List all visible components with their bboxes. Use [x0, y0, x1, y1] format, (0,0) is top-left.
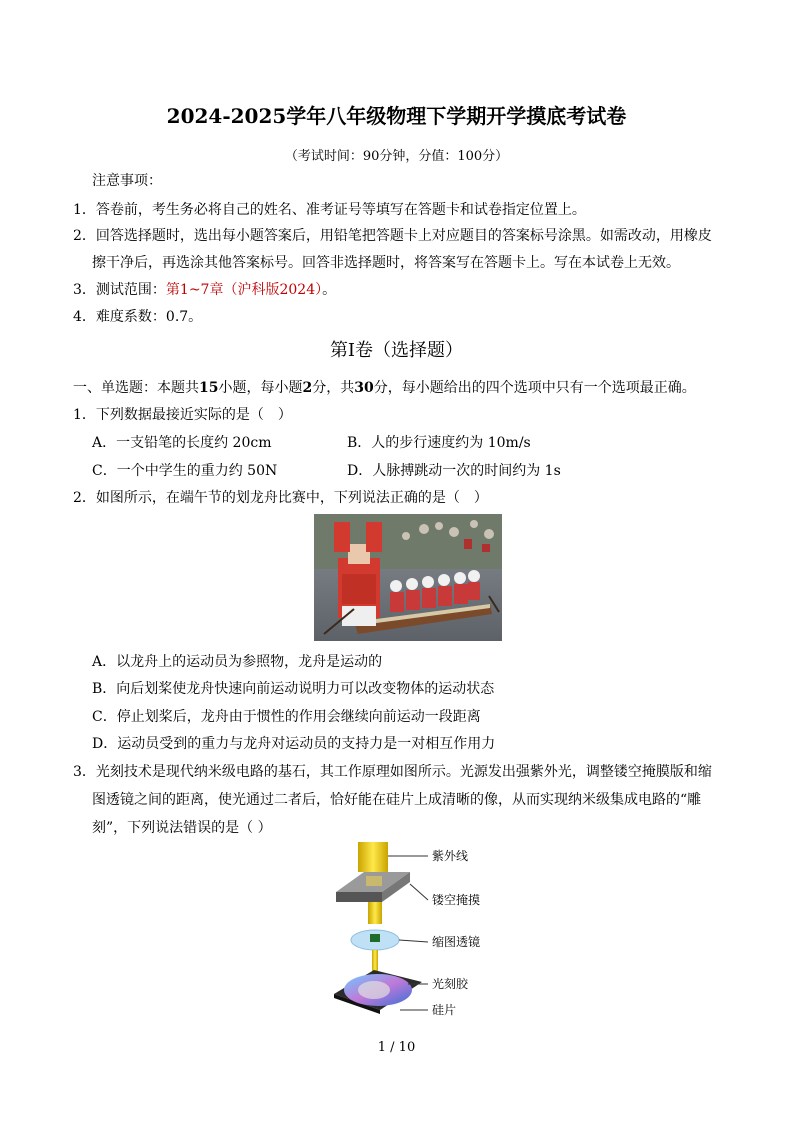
q1-option-b: B．人的步行速度约为 10m/s — [347, 435, 531, 451]
notes-heading: 注意事项： — [92, 173, 162, 189]
q2-option-d: D．运动员受到的重力与龙舟对运动员的支持力是一对相互作用力 — [92, 736, 496, 752]
label-wafer: 硅片 — [432, 1003, 457, 1017]
exam-title: 2024-2025学年八年级物理下学期开学摸底考试卷 — [166, 104, 627, 128]
label-mask: 镂空掩摸 — [432, 893, 481, 907]
part1-points: 2 — [302, 380, 313, 396]
q2-stem: 2．如图所示，在端午节的划龙舟比赛中，下列说法正确的是（ ） — [73, 490, 488, 506]
q3-line2: 图透镜之间的距离，使光通过二者后，恰好能在硅片上成清晰的像，从而实现纳米级集成电路的“雕 — [92, 792, 702, 808]
note-3-prefix: 3．测试范围： — [73, 282, 166, 298]
mask-pattern — [366, 876, 382, 886]
label-lens: 缩图透镜 — [432, 935, 481, 949]
section-title: 第Ⅰ卷（选择题） — [329, 340, 464, 361]
part1-a: 一、单选题：本题共 — [73, 380, 199, 396]
label-resist: 光刻胶 — [432, 977, 469, 991]
note-4: 4．难度系数：0.7。 — [73, 309, 203, 325]
q3-line1: 3．光刻技术是现代纳米级电路的基石，其工作原理如图所示。光源发出强紫外光，调整镂空掩膜版和缩 — [73, 764, 712, 780]
page-number: 1 / 10 — [377, 1040, 416, 1055]
note-1: 1．答卷前，考生务必将自己的姓名、准考证号等填写在答题卡和试卷指定位置上。 — [73, 202, 586, 218]
q3-line3: 刻”，下列说法错误的是（ ） — [92, 820, 272, 836]
q2-option-c: C．停止划桨后，龙舟由于惯性的作用会继续向前运动一段距离 — [92, 709, 481, 725]
label-uv: 紫外线 — [432, 849, 469, 863]
q1-option-d: D．人脉搏跳动一次的时间约为 1s — [347, 463, 561, 479]
part1-total: 30 — [354, 380, 374, 396]
note-2-line1: 2．回答选择题时，选出每小题答案后，用铅笔把答题卡上对应题目的答案标号涂黑。如需改动，用橡皮 — [73, 228, 712, 244]
dragon-boat-photo — [314, 514, 502, 641]
photolithography-diagram — [330, 842, 500, 1020]
part1-g: 分，每小题给出的四个选项中只有一个选项最正确。 — [373, 380, 696, 396]
exam-subtitle: （考试时间：90分钟，分值：100分） — [284, 149, 509, 164]
part1-count: 15 — [199, 380, 219, 396]
q2-option-a: A．以龙舟上的运动员为参照物，龙舟是运动的 — [92, 654, 383, 670]
part1-e: 分，共 — [312, 380, 355, 396]
uv-beam — [358, 842, 388, 872]
note-3-suffix: 。 — [322, 282, 337, 298]
part1-c: 小题，每小题 — [218, 380, 303, 396]
q1-option-a: A．一支铅笔的长度约 20cm — [92, 435, 272, 451]
q1-option-c: C．一个中学生的重力约 50N — [92, 463, 278, 479]
part1-instructions — [73, 377, 696, 397]
note-3 — [73, 279, 336, 299]
q1-stem: 1．下列数据最接近实际的是（ ） — [73, 407, 292, 423]
note-3-range: 第1~7章（沪科版2024） — [165, 282, 323, 298]
note-2-line2: 擦干净后，再选涂其他答案标号。回答非选择题时，将答案写在答题卡上。写在本试卷上无效。 — [92, 255, 680, 271]
q2-option-b: B．向后划桨使龙舟快速向前运动说明力可以改变物体的运动状态 — [92, 681, 495, 697]
